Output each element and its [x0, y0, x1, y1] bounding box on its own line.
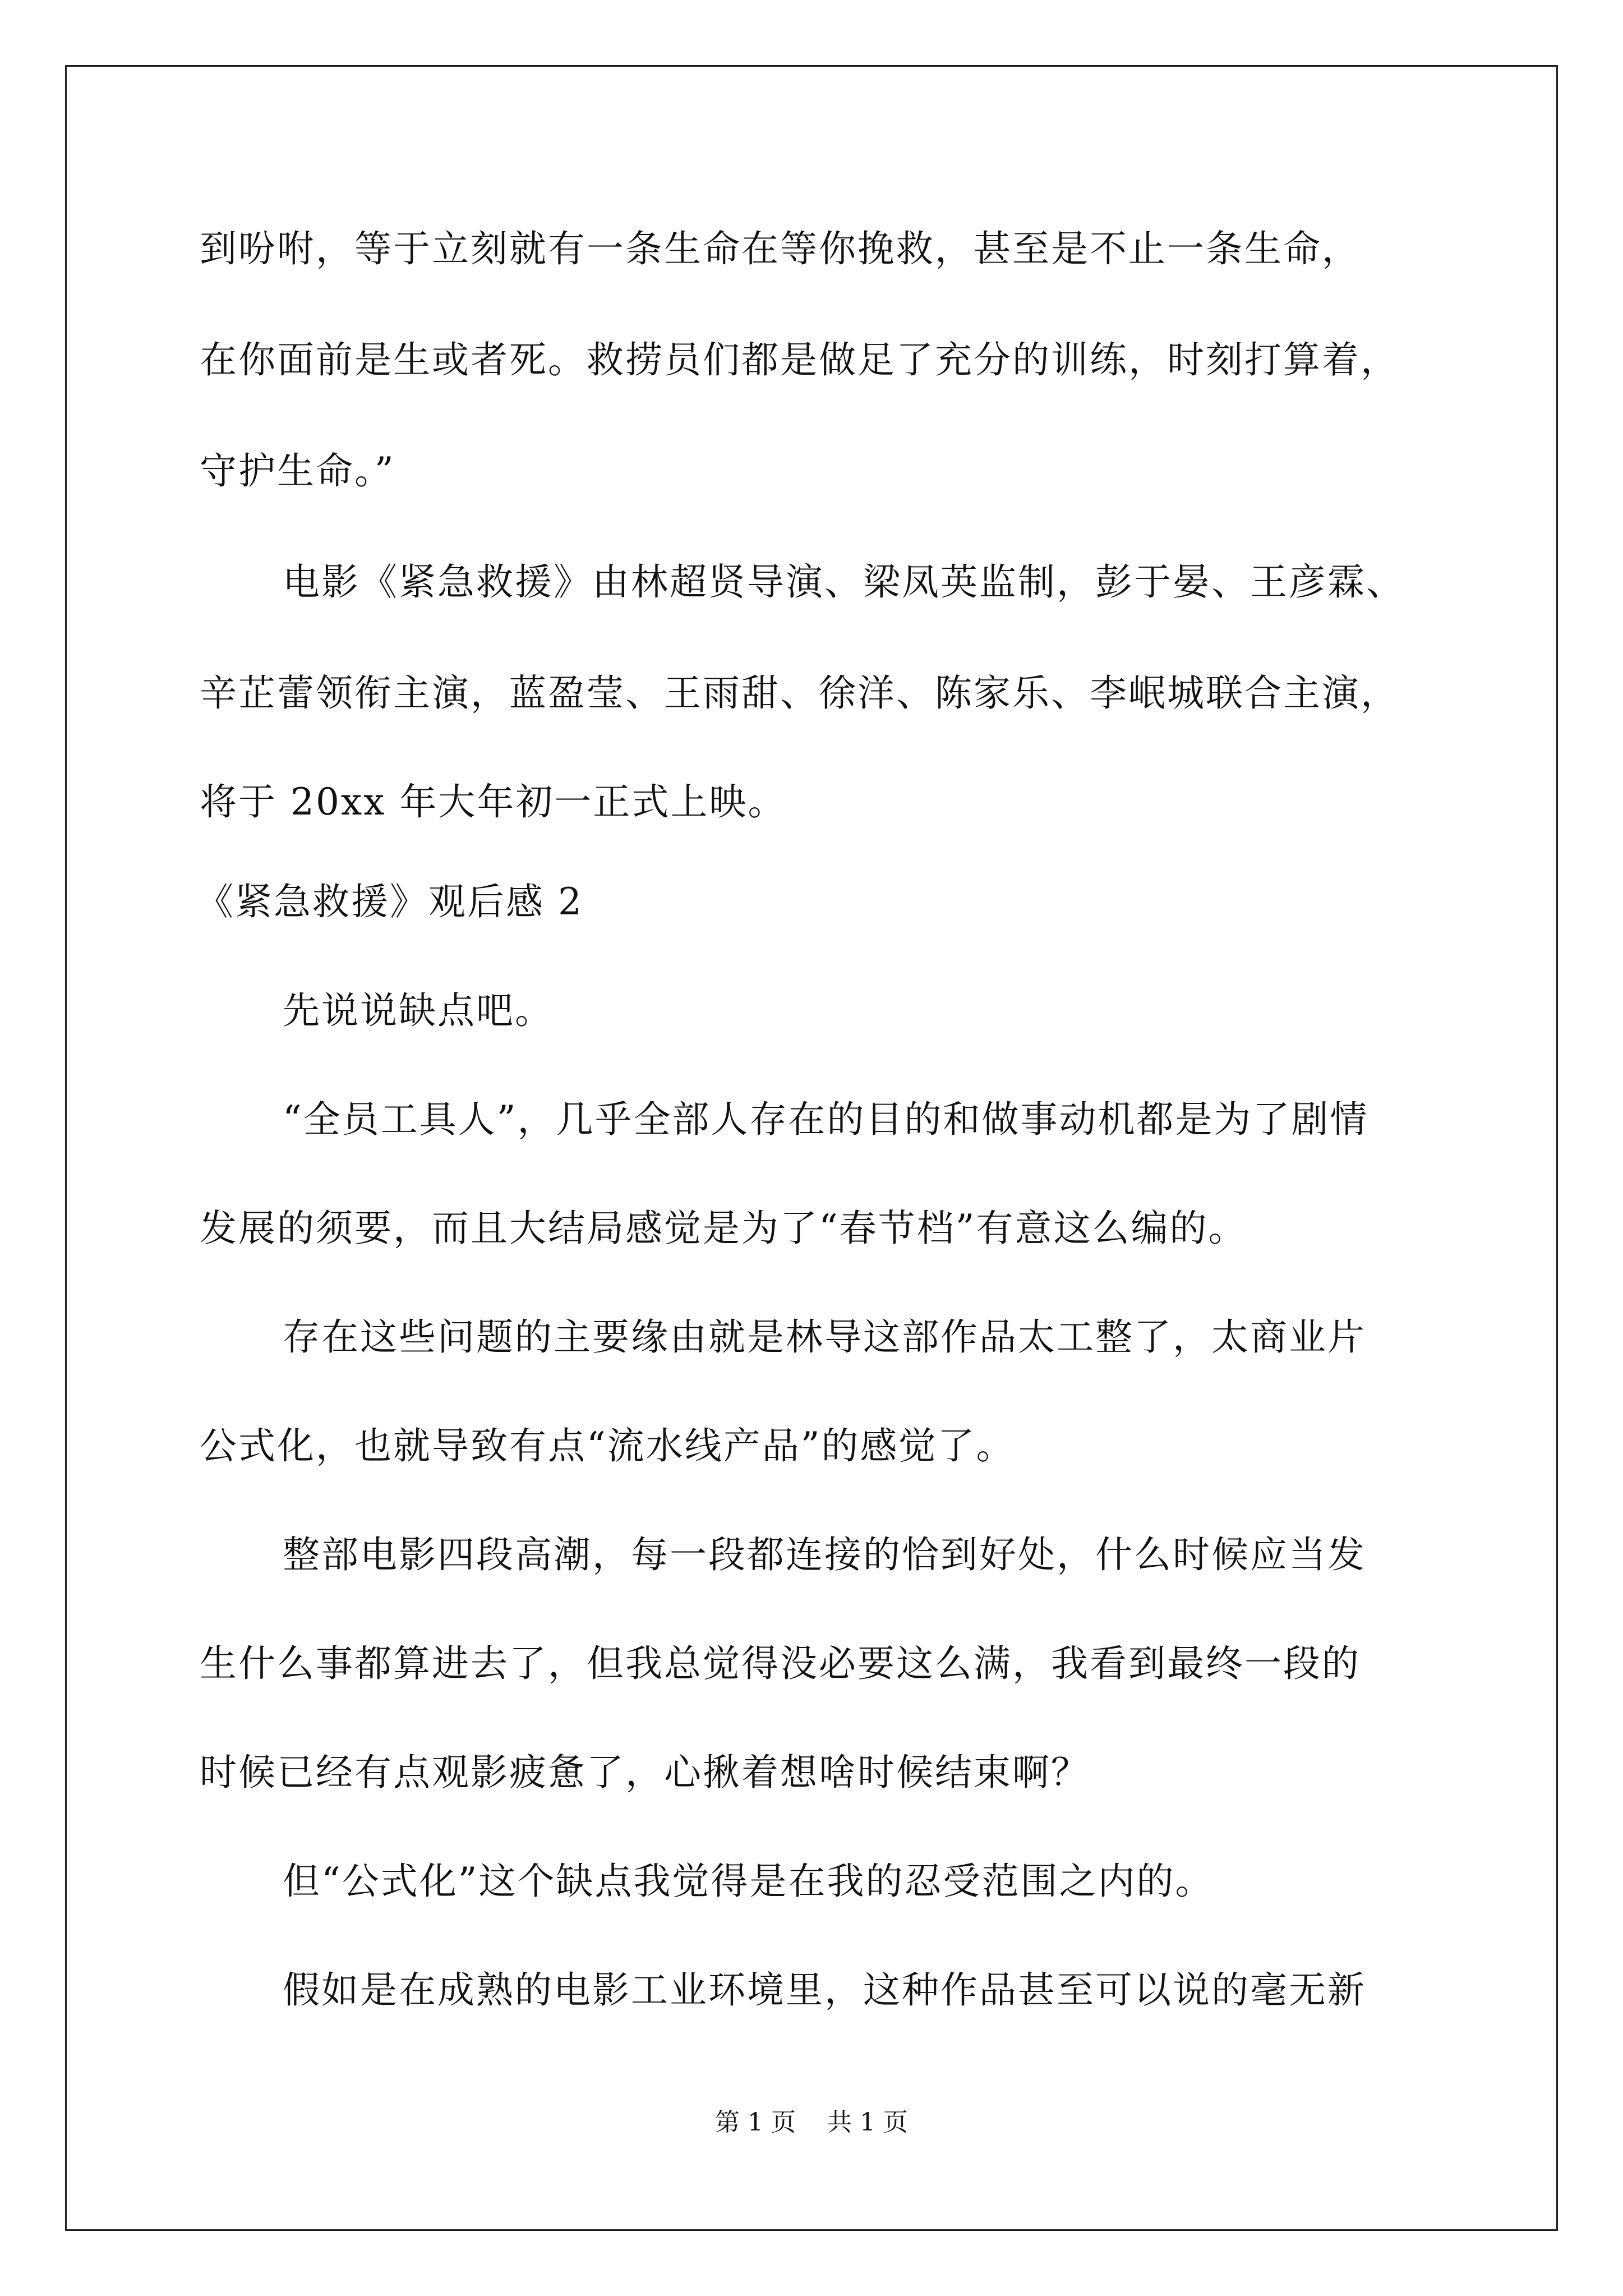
text-line: 时候已经有点观影疲惫了，心揪着想啥时候结束啊？	[200, 1751, 1090, 1794]
text-line: 假如是在成熟的电影工业环境里，这种作品甚至可以说的毫无新	[283, 1968, 1366, 2012]
text-line: “全员工具人”，几乎全部人存在的目的和做事动机都是为了剧情	[283, 1098, 1369, 1141]
text-line: 到吩咐，等于立刻就有一条生命在等你挽救，甚至是不止一条生命，	[200, 227, 1361, 270]
text-line: 整部电影四段高潮，每一段都连接的恰到好处，什么时候应当发	[283, 1533, 1366, 1576]
text-line: 辛芷蕾领衔主演，蓝盈莹、王雨甜、徐洋、陈家乐、李岷城联合主演，	[200, 671, 1399, 715]
text-line: 守护生命。”	[200, 449, 395, 493]
section-heading: 《紧急救援》观后感 2	[196, 880, 583, 923]
text-line: 在你面前是生或者死。救捞员们都是做足了充分的训练，时刻打算着，	[200, 338, 1399, 381]
text-line: 公式化，也就导致有点“流水线产品”的感觉了。	[200, 1424, 1015, 1467]
text-line: 生什么事都算进去了，但我总觉得没必要这么满，我看到最终一段的	[200, 1642, 1361, 1685]
text-line: 但“公式化”这个缺点我觉得是在我的忍受范围之内的。	[283, 1860, 1214, 1903]
text-line: 发展的须要，而且大结局感觉是为了“春节档”有意这么编的。	[200, 1207, 1247, 1250]
text-line: 先说说缺点吧。	[283, 989, 554, 1032]
page-border	[65, 65, 1558, 2231]
text-line: 将于 20xx 年大年初一正式上映。	[200, 780, 787, 823]
text-line: 存在这些问题的主要缘由就是林导这部作品太工整了，太商业片	[283, 1315, 1366, 1359]
text-line: 电影《紧急救援》由林超贤导演、梁凤英监制，彭于晏、王彦霖、	[283, 560, 1405, 604]
page-footer: 第 1 页 共 1 页	[715, 2108, 908, 2137]
